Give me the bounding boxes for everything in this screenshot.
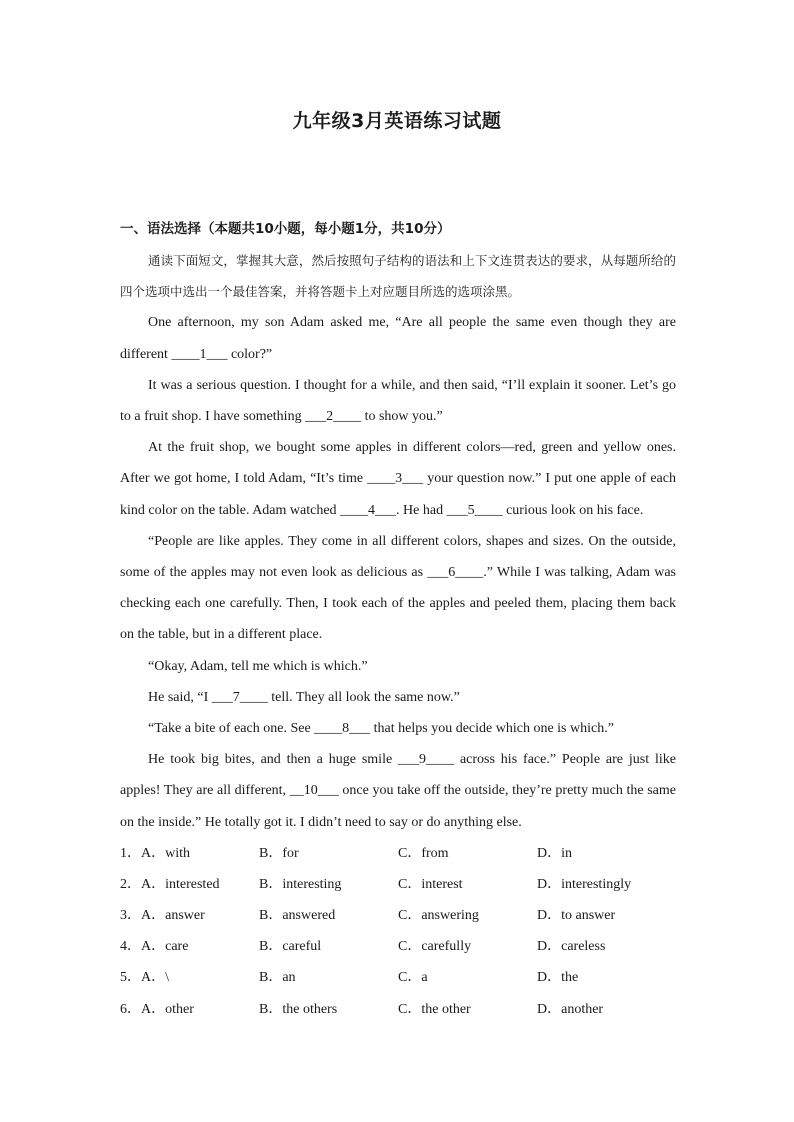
option-a-text: A．other — [141, 1001, 194, 1017]
passage-paragraph: He said, “I ___7____ tell. They all look the same now.” — [148, 689, 460, 705]
question-number: 2． — [120, 876, 141, 892]
instructions-paragraph: 通读下面短文，掌握其大意，然后按照句子结构的语法和上下文连贯表达的要求，从每题所给的四个选项中选出一个最佳答案，并将答题卡上对应题目所选的选项涂黑。 — [120, 253, 676, 300]
question-number: 5． — [120, 970, 141, 986]
question-row — [120, 867, 676, 898]
section-heading: 一、语法选择（本题共10小题，每小题1分，共10分） — [120, 221, 451, 237]
option-a-text: A．care — [141, 939, 189, 955]
passage-paragraph: He took big bites, and then a huge smile ___9____ across his face.” People are just like apples! They are all different, __10___ once you take off the outside, they’re pretty much the same on the inside.” He totally got it. I didn’t need to say or do anything else. — [120, 752, 676, 830]
passage-paragraph: At the fruit shop, we bought some apples in different colors—red, green and yellow ones. After we got home, I told Adam, “It’s time ____3___ your question now.” I put one apple of each kind color on the table. Adam watched ____4___. He had ___5____ curious look on his face. — [120, 440, 676, 518]
option-c: C．interest — [398, 876, 463, 892]
passage-paragraph: “Okay, Adam, tell me which is which.” — [148, 658, 368, 674]
options-list — [120, 836, 676, 1023]
question-row — [120, 992, 676, 1023]
option-a-text: A．interested — [141, 876, 220, 892]
option-a — [120, 873, 259, 893]
option-a-text: A．\ — [141, 970, 169, 986]
option-b: B．answered — [259, 907, 336, 923]
option-a — [120, 842, 259, 862]
option-a — [120, 998, 259, 1018]
question-number: 1． — [120, 845, 141, 861]
question-number: 4． — [120, 939, 141, 955]
option-c: C．a — [398, 970, 428, 986]
option-c: C．answering — [398, 907, 479, 923]
option-c: C．from — [398, 845, 449, 861]
option-c: C．the other — [398, 1001, 471, 1017]
page-title: 九年级3月英语练习试题 — [292, 110, 502, 132]
option-b: B．careful — [259, 939, 322, 955]
option-c: C．carefully — [398, 939, 472, 955]
option-d: D．to answer — [537, 907, 616, 923]
option-a — [120, 904, 259, 924]
option-a-text: A．with — [141, 845, 190, 861]
question-row — [120, 898, 676, 929]
question-row — [120, 836, 676, 867]
option-d: D．careless — [537, 939, 606, 955]
option-d: D．the — [537, 970, 579, 986]
passage-paragraph: One afternoon, my son Adam asked me, “Are all people the same even though they are different ____1___ color?” — [120, 315, 676, 362]
option-a-text: A．answer — [141, 907, 205, 923]
option-b: B．the others — [259, 1001, 338, 1017]
option-a — [120, 966, 259, 986]
option-b: B．an — [259, 970, 296, 986]
passage-paragraph: “Take a bite of each one. See ____8___ that helps you decide which one is which.” — [148, 721, 614, 737]
question-number: 6． — [120, 1001, 141, 1017]
option-d: D．interestingly — [537, 876, 632, 892]
option-d: D．another — [537, 1001, 604, 1017]
option-b: B．interesting — [259, 876, 342, 892]
passage-paragraph: It was a serious question. I thought for a while, and then said, “I’ll explain it sooner. Let’s go to a fruit shop. I have something ___2____ to show you.” — [120, 377, 676, 425]
question-row — [120, 961, 676, 992]
question-number: 3． — [120, 907, 141, 923]
passage-paragraph: “People are like apples. They come in all different colors, shapes and sizes. On the outside, some of the apples may not even look as delicious as ___6____.” While I was talking, Adam was checking each one carefully. Then, I took each of the apples and peeled them, placing them back on the table, but in a different place. — [120, 533, 676, 643]
option-b: B．for — [259, 845, 299, 861]
option-d: D．in — [537, 845, 572, 861]
passage-body — [120, 245, 676, 838]
option-a — [120, 935, 259, 955]
question-row — [120, 930, 676, 961]
